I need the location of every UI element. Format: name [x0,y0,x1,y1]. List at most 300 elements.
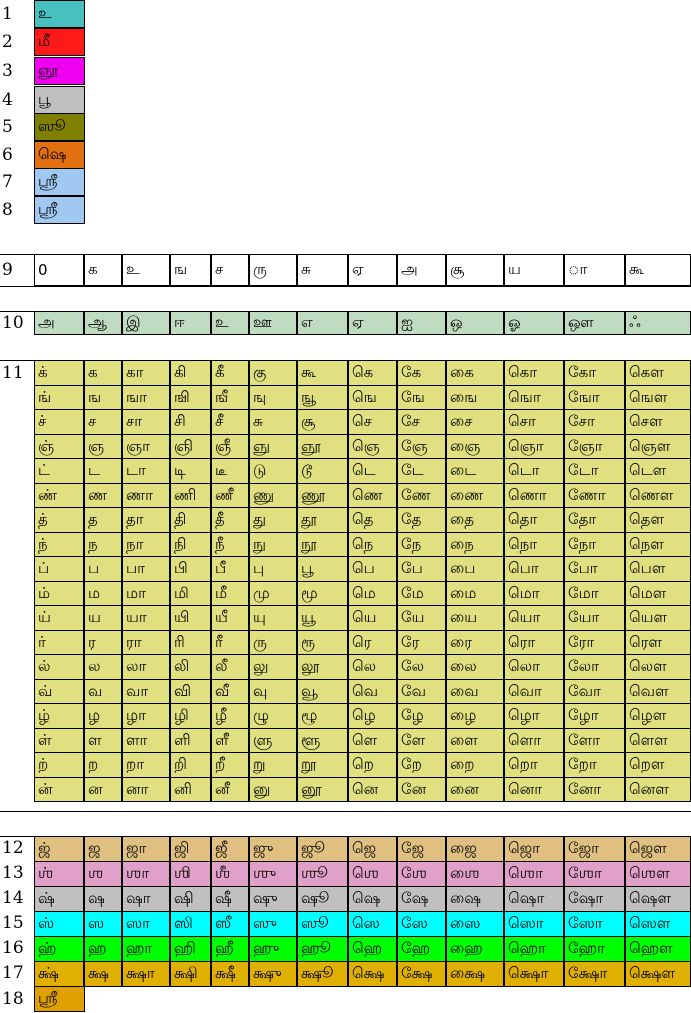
legend-swatch: ஞூ [34,57,85,85]
consonant-cell: கை [446,360,504,386]
consonant-cell: வி [170,679,211,704]
grantha-cell: ஸோ [564,911,625,937]
row9-cell: உ [122,254,170,286]
consonant-cell: னூ [297,777,348,802]
consonant-cell: யா [122,605,170,631]
consonant-cell: ந் [34,532,84,557]
grantha-cell: க்ஷ் [34,961,84,987]
consonant-cell: மு [249,581,297,606]
consonant-cell: மை [446,581,504,606]
consonant-cell: செ [348,409,397,435]
grantha-cell: க்ஷ [84,961,122,987]
consonant-cell: ரௌ [625,630,691,655]
consonant-cell: யு [249,605,297,631]
vowel-cell: ஓ [504,311,564,335]
row-number: 1 [2,4,13,24]
consonant-cell: சு [249,409,297,435]
consonant-cell: ஞ் [34,434,84,459]
consonant-cell: த [84,507,122,533]
grantha-cell: ஸீ [211,911,249,937]
consonant-cell: மி [170,581,211,606]
grantha-cell: ஸா [122,911,170,937]
consonant-cell: றா [122,752,170,778]
consonant-cell: ழோ [564,703,625,729]
consonant-cell: ணே [397,483,446,508]
consonant-cell: பௌ [625,556,691,582]
row9-cell: ஏ [348,254,397,286]
consonant-cell: தோ [564,507,625,533]
consonant-cell: மீ [211,581,249,606]
grantha-cell: ஶொ [504,861,564,887]
grantha-cell: க்ஷி [170,961,211,987]
consonant-cell: டை [446,458,504,484]
vowel-cell: உ [211,311,249,335]
consonant-cell: ழீ [211,703,249,729]
consonant-cell: பொ [504,556,564,582]
consonant-cell: ட [84,458,122,484]
row-number: 7 [2,172,13,192]
consonant-cell: சோ [564,409,625,435]
consonant-cell: ஞோ [564,434,625,459]
legend-swatch: உ [34,0,85,28]
grantha-cell: ஜை [446,836,504,862]
consonant-cell: ரொ [504,630,564,655]
consonant-cell: னா [122,777,170,802]
consonant-cell: னௌ [625,777,691,802]
row9-cell: கூ [625,254,691,286]
grantha-cell: ஜோ [564,836,625,862]
consonant-cell: யௌ [625,605,691,631]
row9-cell: ய [504,254,564,286]
consonant-cell: ற் [34,752,84,778]
consonant-cell: தி [170,507,211,533]
grantha-cell: ஸே [397,911,446,937]
consonant-cell: தை [446,507,504,533]
row-number: 8 [2,200,13,220]
consonant-cell: ழா [122,703,170,729]
sri-cell: ஸ்ரீ [34,986,85,1012]
consonant-cell: லை [446,654,504,680]
consonant-cell: டௌ [625,458,691,484]
consonant-cell: டி [170,458,211,484]
consonant-cell: ரு [249,630,297,655]
consonant-cell: வை [446,679,504,704]
row-number: 4 [2,90,13,110]
consonant-cell: மே [397,581,446,606]
consonant-cell: னோ [564,777,625,802]
consonant-cell: மா [122,581,170,606]
consonant-cell: டூ [297,458,348,484]
consonant-cell: ட் [34,458,84,484]
row-number: 6 [2,145,13,165]
consonant-cell: ள் [34,728,84,753]
consonant-cell: டெ [348,458,397,484]
consonant-cell: டா [122,458,170,484]
grantha-cell: ஷ [84,886,122,912]
vowel-cell: அ [34,311,84,335]
consonant-cell: யெ [348,605,397,631]
consonant-cell: ளி [170,728,211,753]
consonant-cell: ஙெ [348,385,397,410]
consonant-cell: றீ [211,752,249,778]
consonant-cell: லெ [348,654,397,680]
consonant-cell: வீ [211,679,249,704]
grantha-cell: க்ஷெ [348,961,397,987]
grantha-cell: ஶோ [564,861,625,887]
grantha-cell: ஹொ [504,936,564,962]
grantha-cell: ஶி [170,861,211,887]
row-number: 2 [2,32,13,52]
consonant-cell: லா [122,654,170,680]
grantha-cell: ஷெ [348,886,397,912]
grantha-cell: க்ஷா [122,961,170,987]
consonant-cell: சொ [504,409,564,435]
consonant-cell: பு [249,556,297,582]
row9-cell: ா [564,254,625,286]
grantha-cell: ஸை [446,911,504,937]
consonant-cell: னை [446,777,504,802]
consonant-cell: ண [84,483,122,508]
row-number: 13 [2,863,24,883]
consonant-cell: வ் [34,679,84,704]
consonant-cell: ளெ [348,728,397,753]
row-number: 3 [2,61,13,81]
consonant-cell: ரோ [564,630,625,655]
consonant-cell: டொ [504,458,564,484]
consonant-cell: ணா [122,483,170,508]
consonant-cell: நோ [564,532,625,557]
grantha-cell: ஹோ [564,936,625,962]
consonant-cell: ய [84,605,122,631]
consonant-cell: ச [84,409,122,435]
consonant-cell: மூ [297,581,348,606]
consonant-cell: ப [84,556,122,582]
consonant-cell: கூ [297,360,348,386]
consonant-cell: லூ [297,654,348,680]
consonant-cell: கெ [348,360,397,386]
consonant-cell: நு [249,532,297,557]
row9-cell: சூ [446,254,504,286]
consonant-cell: ழே [397,703,446,729]
row9-cell: ரு [249,254,297,286]
consonant-cell: நெ [348,532,397,557]
grantha-cell: ஸ் [34,911,84,937]
grantha-cell: ஹா [122,936,170,962]
grantha-cell: ஶ [84,861,122,887]
consonant-cell: பே [397,556,446,582]
consonant-cell: ழெ [348,703,397,729]
grantha-cell: க்ஷே [397,961,446,987]
consonant-cell: வோ [564,679,625,704]
consonant-cell: ங [84,385,122,410]
consonant-cell: ச் [34,409,84,435]
consonant-cell: ளூ [297,728,348,753]
consonant-cell: வு [249,679,297,704]
consonant-cell: யோ [564,605,625,631]
consonant-cell: ஙா [122,385,170,410]
grantha-cell: ஷூ [297,886,348,912]
consonant-cell: ஞே [397,434,446,459]
consonant-cell: கௌ [625,360,691,386]
consonant-cell: ழ [84,703,122,729]
grantha-cell: ஸெ [348,911,397,937]
grantha-cell: ஜ் [34,836,84,862]
consonant-cell: ரூ [297,630,348,655]
grantha-cell: ஷா [122,886,170,912]
grantha-cell: க்ஷோ [564,961,625,987]
consonant-cell: நை [446,532,504,557]
grantha-cell: ஷீ [211,886,249,912]
row-number: 5 [2,117,13,137]
consonant-cell: ஞ [84,434,122,459]
consonant-cell: வெ [348,679,397,704]
consonant-cell: றௌ [625,752,691,778]
consonant-cell: சௌ [625,409,691,435]
legend-swatch: பூ [34,86,85,114]
consonant-cell: ழ் [34,703,84,729]
consonant-cell: சா [122,409,170,435]
row9-cell: ச [211,254,249,286]
consonant-cell: பீ [211,556,249,582]
consonant-cell: நூ [297,532,348,557]
consonant-cell: தூ [297,507,348,533]
consonant-cell: ரை [446,630,504,655]
consonant-cell: ஞு [249,434,297,459]
consonant-cell: னெ [348,777,397,802]
consonant-cell: தா [122,507,170,533]
grantha-cell: க்ஷௌ [625,961,691,987]
consonant-cell: ஙொ [504,385,564,410]
consonant-cell: னு [249,777,297,802]
row9-cell: அ [397,254,446,286]
consonant-cell: ஞீ [211,434,249,459]
consonant-cell: றொ [504,752,564,778]
consonant-cell: ங் [34,385,84,410]
grantha-cell: ஷோ [564,886,625,912]
grantha-cell: ஸ [84,911,122,937]
grantha-cell: ஷு [249,886,297,912]
consonant-cell: சி [170,409,211,435]
grantha-cell: ஶு [249,861,297,887]
consonant-cell: ற [84,752,122,778]
grantha-cell: ஜே [397,836,446,862]
consonant-cell: கொ [504,360,564,386]
consonant-cell: ணொ [504,483,564,508]
row-number: 17 [2,963,24,983]
vowel-cell: ஒ [446,311,504,335]
consonant-cell: ணோ [564,483,625,508]
consonant-cell: நீ [211,532,249,557]
consonant-cell: ம [84,581,122,606]
consonant-cell: ம் [34,581,84,606]
grantha-cell: ஹ [84,936,122,962]
consonant-cell: ரீ [211,630,249,655]
row9-cell: ங [170,254,211,286]
consonant-cell: ழி [170,703,211,729]
grantha-cell: ஹி [170,936,211,962]
row-number: 18 [2,989,24,1009]
consonant-cell: நி [170,532,211,557]
consonant-cell: கே [397,360,446,386]
consonant-cell: ஞை [446,434,504,459]
consonant-cell: வூ [297,679,348,704]
consonant-cell: லி [170,654,211,680]
grantha-cell: ஜெ [348,836,397,862]
consonant-cell: து [249,507,297,533]
consonant-cell: ழூ [297,703,348,729]
consonant-cell: பி [170,556,211,582]
consonant-cell: வா [122,679,170,704]
consonant-cell: ஙீ [211,385,249,410]
consonant-cell: ளௌ [625,728,691,753]
vowel-cell: எ [297,311,348,335]
consonant-cell: யூ [297,605,348,631]
divider [0,811,691,812]
consonant-cell: றோ [564,752,625,778]
consonant-cell: த் [34,507,84,533]
row-number: 11 [2,363,24,383]
consonant-cell: ழொ [504,703,564,729]
consonant-cell: றூ [297,752,348,778]
vowel-cell: ஃ [625,311,691,335]
row-number: 10 [2,313,24,333]
row-number: 15 [2,913,24,933]
legend-swatch: ஶ்ரீ [34,168,85,196]
consonant-cell: லீ [211,654,249,680]
consonant-cell: ளீ [211,728,249,753]
consonant-cell: பா [122,556,170,582]
grantha-cell: ஹை [446,936,504,962]
grantha-cell: ஜு [249,836,297,862]
consonant-cell: தெ [348,507,397,533]
vowel-cell: ஏ [348,311,397,335]
row9-cell: க [84,254,122,286]
consonant-cell: ர் [34,630,84,655]
grantha-cell: ஜீ [211,836,249,862]
consonant-cell: ளோ [564,728,625,753]
grantha-cell: ஜ [84,836,122,862]
consonant-cell: ணௌ [625,483,691,508]
vowel-cell: ஆ [84,311,122,335]
consonant-cell: நே [397,532,446,557]
consonant-cell: ளு [249,728,297,753]
grantha-cell: ஷௌ [625,886,691,912]
grantha-cell: ஶெ [348,861,397,887]
consonant-cell: ஞெ [348,434,397,459]
grantha-cell: ஷொ [504,886,564,912]
consonant-cell: ஙோ [564,385,625,410]
consonant-cell: ளை [446,728,504,753]
consonant-cell: போ [564,556,625,582]
consonant-cell: நௌ [625,532,691,557]
consonant-cell: கோ [564,360,625,386]
consonant-cell: மோ [564,581,625,606]
consonant-cell: மௌ [625,581,691,606]
consonant-cell: லு [249,654,297,680]
grantha-cell: ஶ் [34,861,84,887]
consonant-cell: ழௌ [625,703,691,729]
consonant-cell: பூ [297,556,348,582]
consonant-cell: டே [397,458,446,484]
consonant-cell: னி [170,777,211,802]
consonant-cell: ஙௌ [625,385,691,410]
consonant-cell: ரெ [348,630,397,655]
consonant-cell: ரி [170,630,211,655]
vowel-cell: ஐ [397,311,446,335]
grantha-cell: க்ஷு [249,961,297,987]
consonant-cell: று [249,752,297,778]
consonant-cell: ணீ [211,483,249,508]
consonant-cell: க [84,360,122,386]
vowel-cell: ஊ [249,311,297,335]
grantha-cell: க்ஷீ [211,961,249,987]
consonant-cell: ழை [446,703,504,729]
consonant-cell: றி [170,752,211,778]
consonant-cell: வௌ [625,679,691,704]
consonant-cell: மெ [348,581,397,606]
consonant-cell: ஙு [249,385,297,410]
grantha-cell: ஸு [249,911,297,937]
consonant-cell: யை [446,605,504,631]
grantha-cell: ஷை [446,886,504,912]
grantha-cell: ஹௌ [625,936,691,962]
consonant-cell: றை [446,752,504,778]
consonant-cell: லோ [564,654,625,680]
consonant-cell: யீ [211,605,249,631]
consonant-cell: னீ [211,777,249,802]
consonant-cell: ள [84,728,122,753]
grantha-cell: ஜி [170,836,211,862]
consonant-cell: ணெ [348,483,397,508]
grantha-cell: ஷே [397,886,446,912]
consonant-cell: தீ [211,507,249,533]
legend-swatch: மீ [34,28,85,56]
consonant-cell: ல் [34,654,84,680]
grantha-cell: ஶூ [297,861,348,887]
consonant-cell: வொ [504,679,564,704]
consonant-cell: ணை [446,483,504,508]
row9-cell: சு [297,254,348,286]
row-number: 16 [2,938,24,958]
row-number: 14 [2,888,24,908]
legend-swatch: ஸூ [34,113,85,141]
consonant-cell: னே [397,777,446,802]
consonant-cell: ஙூ [297,385,348,410]
consonant-cell: டோ [564,458,625,484]
consonant-cell: தௌ [625,507,691,533]
consonant-cell: நா [122,532,170,557]
consonant-cell: ணி [170,483,211,508]
consonant-cell: ஞூ [297,434,348,459]
grantha-cell: ஜூ [297,836,348,862]
consonant-cell: லௌ [625,654,691,680]
consonant-cell: ஙி [170,385,211,410]
grantha-cell: ஜொ [504,836,564,862]
consonant-cell: ளொ [504,728,564,753]
grantha-cell: க்ஷை [446,961,504,987]
consonant-cell: றே [397,752,446,778]
vowel-cell: இ [122,311,170,335]
consonant-cell: ணூ [297,483,348,508]
grantha-cell: ஹெ [348,936,397,962]
consonant-cell: பை [446,556,504,582]
consonant-cell: ஞா [122,434,170,459]
grantha-cell: ஸூ [297,911,348,937]
consonant-cell: ன [84,777,122,802]
consonant-cell: ர [84,630,122,655]
consonant-cell: மொ [504,581,564,606]
consonant-cell: பெ [348,556,397,582]
